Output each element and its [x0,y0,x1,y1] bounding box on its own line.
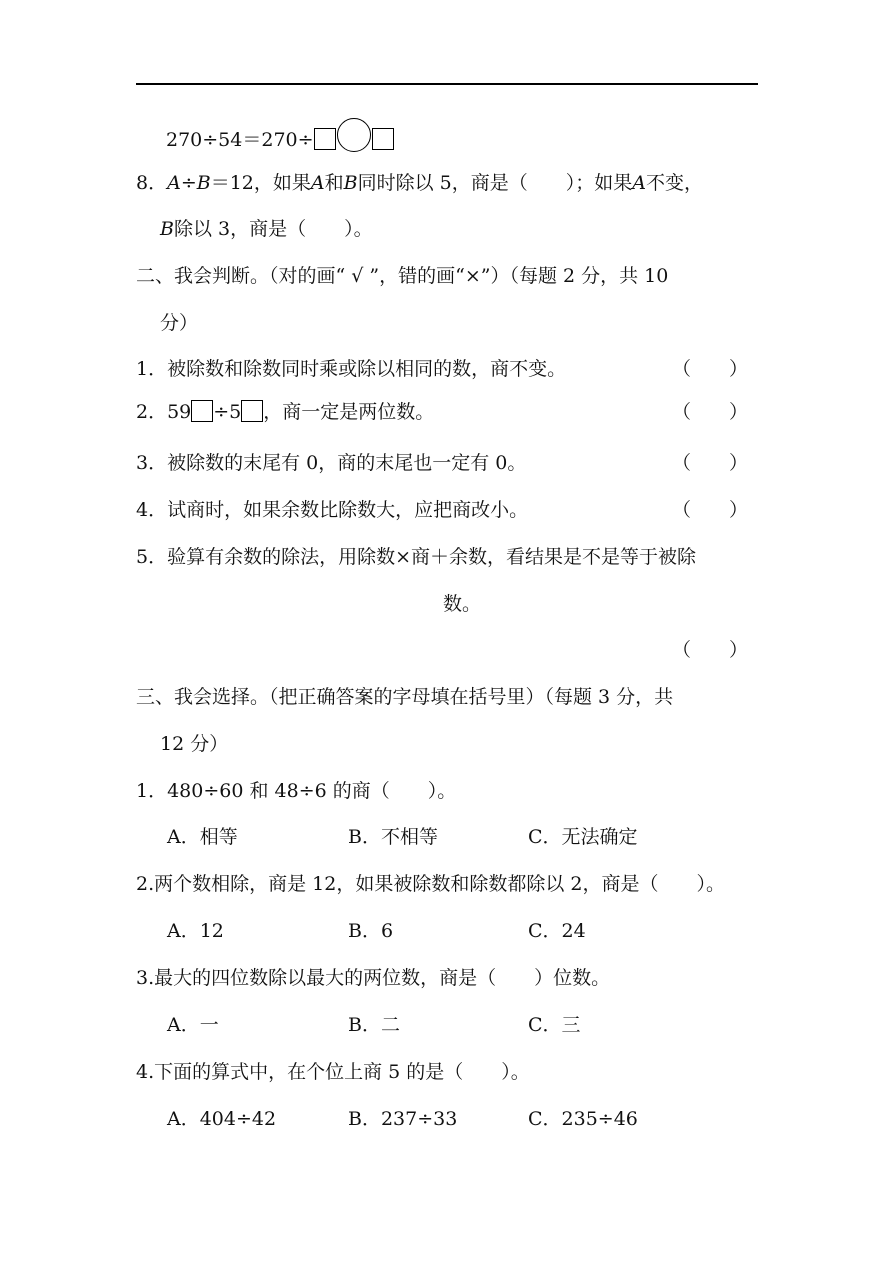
choice-question-2: 2.两个数相除，商是 12，如果被除数和除数都除以 2，商是（ ）。 [136,873,725,895]
option-a[interactable]: A．404÷42 [167,1108,277,1130]
answer-paren[interactable]: （ ） [672,639,749,661]
judge-2-text: ÷5 [213,401,242,423]
judge-item-5: 5．验算有余数的除法，用除数×商＋余数，看结果是不是等于被除 [136,546,697,568]
blank-box[interactable] [241,400,263,422]
section-3-title-cont: 12 分） [160,733,229,755]
option-a[interactable]: A．一 [167,1014,219,1036]
q8-text: 同时除以 5，商是（ ）；如果 [357,172,633,194]
div-sign: ÷ [180,172,197,194]
q8-text: 和 [324,172,344,194]
choice-question-3: 3.最大的四位数除以最大的两位数，商是（ ）位数。 [136,967,611,989]
blank-box[interactable] [191,400,213,422]
option-c[interactable]: C．235÷46 [528,1108,638,1130]
question-8-line-2 [160,216,373,242]
q8-text: 不变， [646,172,704,194]
option-c[interactable]: C．无法确定 [528,826,638,848]
question-8-line-1: 8．A÷B＝12，如果A和B同时除以 5，商是（ ）；如果A不变， [136,172,704,194]
var-b: B [343,172,358,194]
var-a: A [167,172,181,194]
var-a: A [310,172,325,194]
var-a: A [632,172,646,194]
blank-circle[interactable] [337,118,371,152]
option-b[interactable]: B．不相等 [348,826,438,848]
judge-item-2 [136,399,434,425]
expression-text: 270÷54＝270÷ [166,129,314,151]
judge-2-text: 2．59 [136,401,192,423]
answer-paren[interactable]: （ ） [672,499,749,521]
option-b[interactable]: B．6 [348,920,394,942]
section-2-title-cont: 分） [160,312,199,334]
q8-text: 除以 3，商是（ ）。 [173,218,373,240]
judge-2-text: ，商一定是两位数。 [263,401,435,423]
choice-question-4: 4.下面的算式中，在个位上商 5 的是（ ）。 [136,1061,530,1083]
option-a[interactable]: A．相等 [167,826,238,848]
option-c[interactable]: C．三 [528,1014,581,1036]
option-b[interactable]: B．237÷33 [348,1108,458,1130]
q8-text: ＝12，如果 [210,172,311,194]
blank-box[interactable] [314,128,336,150]
answer-paren[interactable]: （ ） [672,401,749,423]
option-b[interactable]: B．二 [348,1014,400,1036]
var-b: B [160,218,174,240]
section-2-title: 二、我会判断。（对的画“ √ ”，错的画“×”）（每题 2 分，共 10 [136,265,669,287]
section-3-title: 三、我会选择。（把正确答案的字母填在括号里）（每题 3 分，共 [136,686,674,708]
header-rule [136,83,758,85]
answer-paren[interactable]: （ ） [672,452,749,474]
judge-item-3: 3．被除数的末尾有 0，商的末尾也一定有 0。 [136,452,527,474]
option-a[interactable]: A．12 [167,920,224,942]
expression-270-div-54 [166,118,394,153]
judge-item-4: 4．试商时，如果余数比除数大，应把商改小。 [136,499,529,521]
judge-item-5-cont: 数。 [443,593,482,615]
answer-paren[interactable]: （ ） [672,358,749,380]
var-b: B [196,172,211,194]
choice-question-1: 1．480÷60 和 48÷6 的商（ ）。 [136,780,457,802]
option-c[interactable]: C．24 [528,920,586,942]
blank-box[interactable] [372,128,394,150]
judge-item-1: 1．被除数和除数同时乘或除以相同的数，商不变。 [136,358,567,380]
